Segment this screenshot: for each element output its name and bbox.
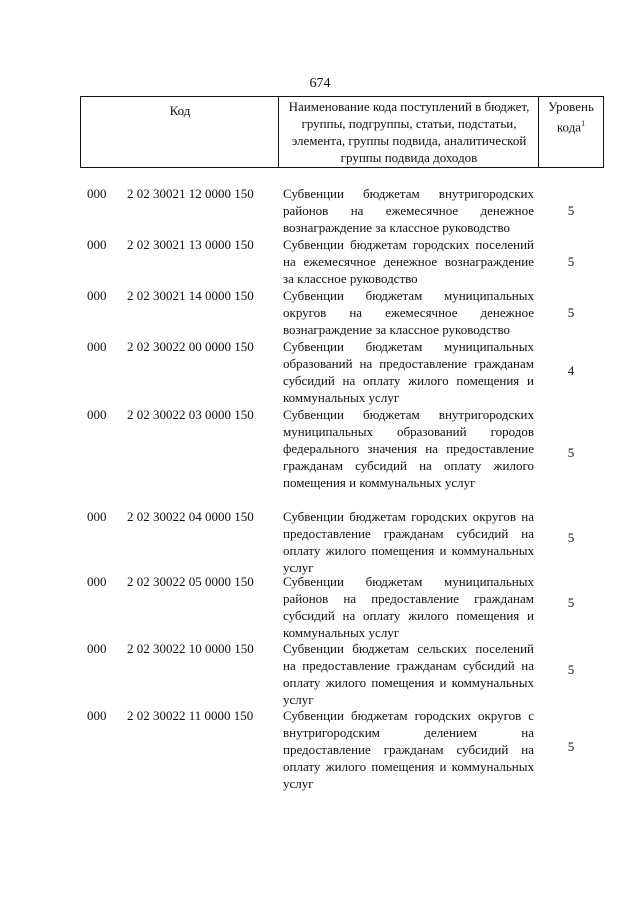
income-code: 2 02 30022 10 0000 150 bbox=[127, 641, 254, 656]
income-code: 2 02 30022 00 0000 150 bbox=[127, 339, 254, 354]
income-name: Субвенции бюджетам муниципальных округов на ежемесячное денежное вознаграждение за классное руководство bbox=[283, 288, 534, 337]
income-name: Субвенции бюджетам внутригородских районов на ежемесячное денежное вознаграждение за классное руководство bbox=[283, 186, 534, 235]
income-code: 2 02 30022 03 0000 150 bbox=[127, 407, 254, 422]
income-name: Субвенции бюджетам внутригородских муниципальных образований городов федерального значения на предоставление гражданам субсидий на оплату жилого помещения и коммунальных услуг bbox=[283, 407, 534, 490]
header-level-prefix: Уровень bbox=[548, 99, 594, 114]
admin-code: 000 bbox=[87, 641, 107, 656]
header-code: Код bbox=[169, 103, 191, 118]
income-level: 5 bbox=[567, 445, 575, 460]
admin-code: 000 bbox=[87, 407, 107, 422]
income-code: 2 02 30022 05 0000 150 bbox=[127, 574, 254, 589]
income-level: 5 bbox=[567, 530, 575, 545]
income-level: 4 bbox=[567, 363, 575, 378]
admin-code: 000 bbox=[87, 237, 107, 252]
header-name: Наименование кода поступлений в бюджет, группы, подгруппы, статьи, подстатьи, элемента, группы подвида, аналитической группы подвида доходов bbox=[288, 99, 530, 165]
income-code: 2 02 30021 12 0000 150 bbox=[127, 186, 254, 201]
admin-code: 000 bbox=[87, 509, 107, 524]
income-name: Субвенции бюджетам муниципальных районов на предоставление гражданам субсидий на оплату жилого помещения и коммунальных услуг bbox=[283, 574, 534, 640]
income-code: 2 02 30022 11 0000 150 bbox=[127, 708, 254, 723]
income-level: 5 bbox=[567, 739, 575, 754]
admin-code: 000 bbox=[87, 708, 107, 723]
income-level: 5 bbox=[567, 662, 575, 677]
income-code: 2 02 30021 13 0000 150 bbox=[127, 237, 254, 252]
admin-code: 000 bbox=[87, 288, 107, 303]
income-name: Субвенции бюджетам сельских поселений на предоставление гражданам субсидий на оплату жилого помещения и коммунальных услуг bbox=[283, 641, 534, 707]
header-level-footnote: 1 bbox=[581, 119, 586, 128]
income-name: Субвенции бюджетам городских округов на предоставление гражданам субсидий на оплату жилого помещения и коммунальных услуг bbox=[283, 509, 534, 575]
income-level: 5 bbox=[567, 203, 575, 218]
income-code: 2 02 30022 04 0000 150 bbox=[127, 509, 254, 524]
income-name: Субвенции бюджетам городских поселений на ежемесячное денежное вознаграждение за классное руководство bbox=[283, 237, 534, 286]
page-number: 674 bbox=[309, 76, 331, 91]
admin-code: 000 bbox=[87, 339, 107, 354]
admin-code: 000 bbox=[87, 186, 107, 201]
header-level-word: кода bbox=[556, 119, 582, 135]
income-name: Субвенции бюджетам городских округов с внутригородским делением на предоставление гражданам субсидий на оплату жилого помещения и коммунальных услуг bbox=[283, 708, 534, 791]
income-name: Субвенции бюджетам муниципальных образований на предоставление гражданам субсидий на оплату жилого помещения и коммунальных услуг bbox=[283, 339, 534, 405]
admin-code: 000 bbox=[87, 574, 107, 589]
income-level: 5 bbox=[567, 305, 575, 320]
income-level: 5 bbox=[567, 254, 575, 269]
income-code: 2 02 30021 14 0000 150 bbox=[127, 288, 254, 303]
income-level: 5 bbox=[567, 595, 575, 610]
